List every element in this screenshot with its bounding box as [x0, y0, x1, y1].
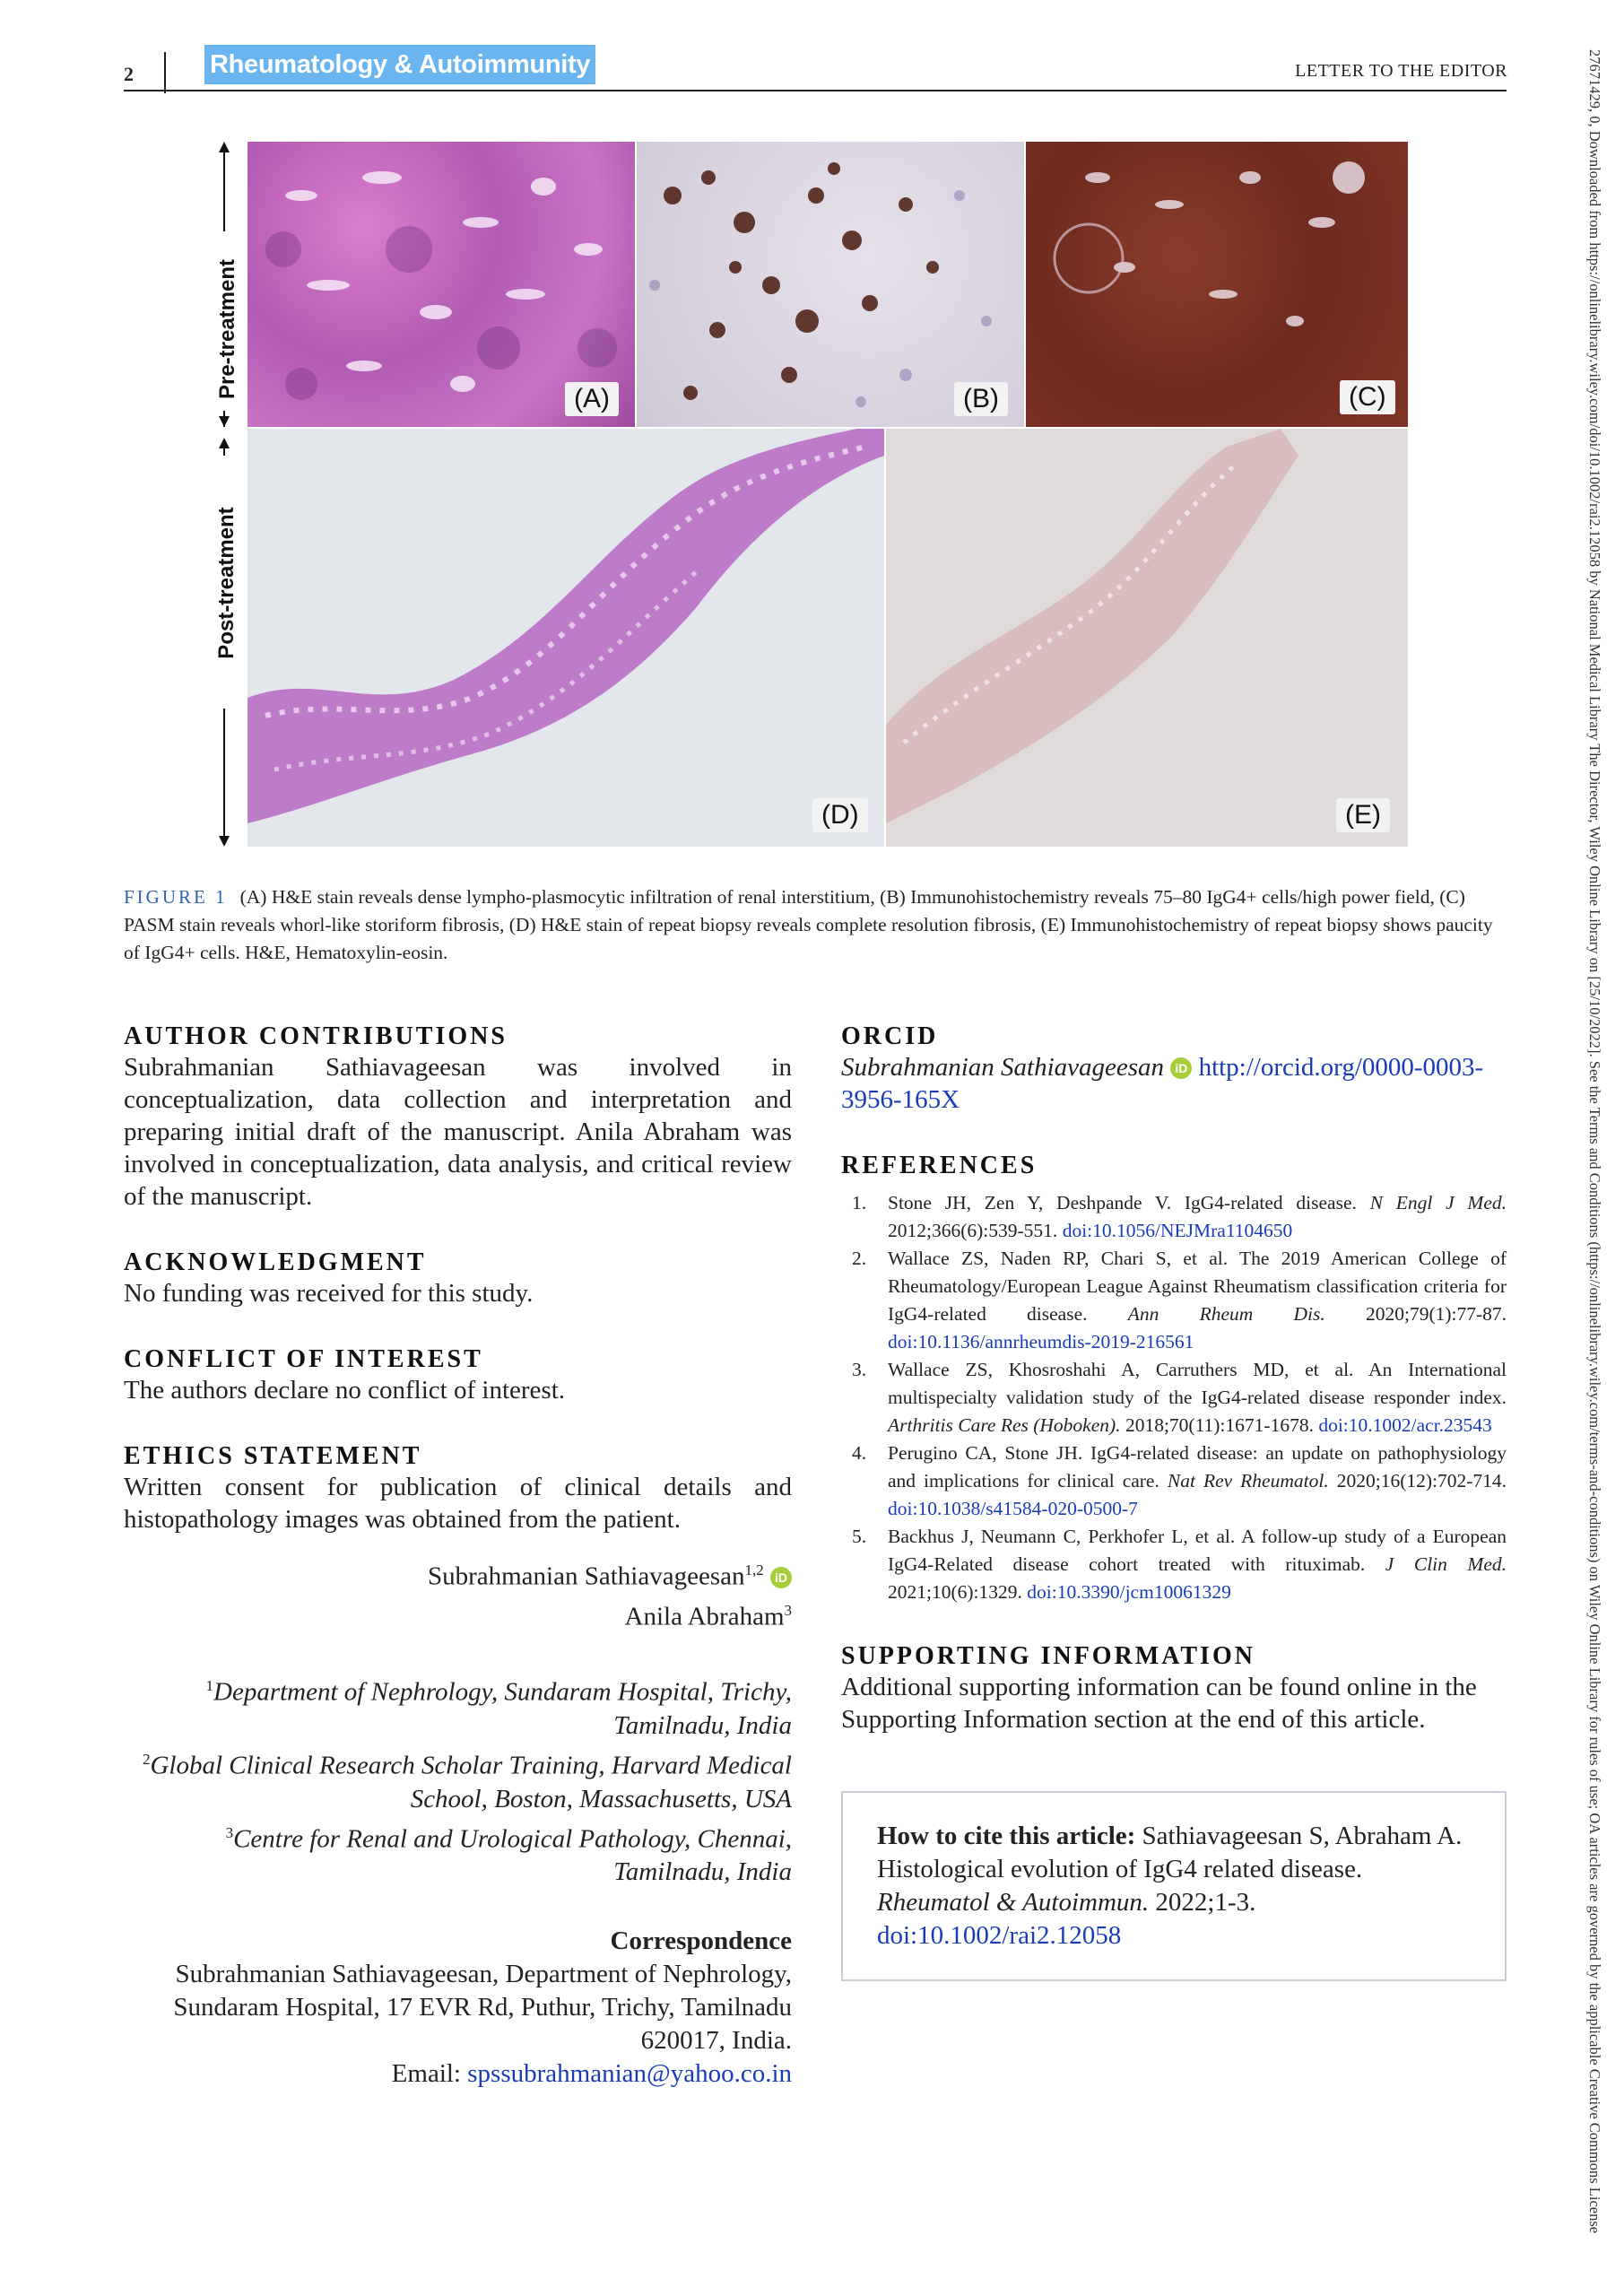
author-1	[124, 1553, 792, 1594]
affil-text: Department of Nephrology, Sundaram Hospital, Trichy, Tamilnadu, India	[213, 1677, 792, 1740]
section-title: SUPPORTING INFORMATION	[841, 1642, 1255, 1670]
affiliation-3	[124, 1816, 792, 1890]
panel-d-image	[248, 429, 884, 847]
ref-num: 4.	[852, 1442, 867, 1464]
conflict-section	[124, 1345, 792, 1406]
affiliation-1	[124, 1669, 792, 1743]
section-title: ETHICS STATEMENT	[124, 1442, 422, 1470]
figure-caption	[124, 883, 1507, 967]
correspondence	[124, 1925, 792, 2091]
affil-sup: 3	[225, 1823, 234, 1841]
post-treatment-label: Post-treatment	[214, 507, 239, 659]
ref-doi-link[interactable]: doi:10.1056/NEJMra1104650	[1062, 1220, 1293, 1241]
ref-text: Backhus J, Neumann C, Perkhofer L, et al. A follow-up study of a European IgG4-Related disease cohort treated with rituximab.	[888, 1526, 1507, 1575]
ref-num: 3.	[852, 1359, 867, 1380]
correspondence-email	[124, 2057, 792, 2091]
section-text: No funding was received for this study.	[124, 1279, 534, 1308]
ref-journal: Ann Rheum Dis.	[1127, 1303, 1325, 1325]
cite-details: 2022;1-3.	[1155, 1888, 1256, 1917]
author-name: Anila Abraham	[624, 1602, 785, 1631]
ref-text: Wallace ZS, Khosroshahi A, Carruthers MD, et al. An International multispecialty validation study of the IgG4-related disease responder index.	[888, 1359, 1507, 1408]
cite-label: How to cite this article:	[877, 1822, 1136, 1850]
affil-sup: 1	[205, 1677, 214, 1695]
supporting-information-section	[841, 1642, 1507, 1735]
section-title: AUTHOR CONTRIBUTIONS	[124, 1022, 508, 1050]
author-contributions-section	[124, 1022, 792, 1213]
section-title: REFERENCES	[841, 1152, 1038, 1179]
references-section	[841, 1152, 1507, 1606]
ref-journal: Arthritis Care Res (Hoboken).	[888, 1414, 1121, 1436]
author-sup: 1,2	[744, 1561, 764, 1578]
figure-tag: FIGURE 1	[124, 886, 228, 908]
ref-doi-link[interactable]: doi:10.1136/annrheumdis-2019-216561	[888, 1331, 1194, 1352]
affil-sup: 2	[142, 1750, 151, 1768]
section-text: Subrahmanian Sathiavageesan was involved in conceptualization, data collection and interpretation and preparing initial draft of the manuscript. Anila Abraham was involved in conceptualization, data analysis, and critical review of the manuscript.	[124, 1053, 792, 1211]
reference-item	[841, 1189, 1507, 1245]
affiliation-2	[124, 1743, 792, 1816]
ref-details: 2020;79(1):77-87.	[1365, 1303, 1507, 1325]
ref-details: 2018;70(11):1671-1678.	[1125, 1414, 1314, 1436]
right-column	[841, 1022, 1507, 1981]
ref-doi-link[interactable]: doi:10.1038/s41584-020-0500-7	[888, 1498, 1138, 1519]
panel-a-label: (A)	[565, 382, 619, 416]
ref-num: 5.	[852, 1526, 867, 1547]
cite-text: Sathiavageesan S, Abraham A. Histological evolution of IgG4 related disease.	[877, 1822, 1463, 1883]
article-type: LETTER TO THE EDITOR	[1295, 61, 1507, 81]
ref-journal: Nat Rev Rheumatol.	[1167, 1470, 1329, 1492]
orcid-link[interactable]: http://orcid.org/0000-0003-3956-165X	[841, 1053, 1484, 1114]
affil-text: Global Clinical Research Scholar Training, Harvard Medical School, Boston, Massachusetts, USA	[150, 1751, 792, 1813]
correspondence-text: Subrahmanian Sathiavageesan, Department of Nephrology, Sundaram Hospital, 17 EVR Rd, Puthur, Trichy, Tamilnadu 620017, India.	[173, 1960, 792, 2056]
ref-journal: N Engl J Med.	[1369, 1192, 1507, 1213]
orcid-name: Subrahmanian Sathiavageesan	[841, 1053, 1165, 1082]
orcid-section	[841, 1022, 1507, 1116]
header-divider	[164, 52, 166, 93]
reference-item	[841, 1439, 1507, 1523]
figure-1	[215, 142, 1408, 847]
section-title: ACKNOWLEDGMENT	[124, 1248, 427, 1276]
affiliations	[124, 1669, 792, 1889]
download-side-note: 27671429, 0, Downloaded from https://onlinelibrary.wiley.com/doi/10.1002/rai2.12058 by National Medical Library The Director, Wiley Online Library on [25/10/2022]. See the Terms and Conditions (https://onlinelibrary.wiley.com/terms-and-conditions) on Wiley Online Library for rules of use; OA articles are governed by the applicable Creative Commons License	[1586, 49, 1603, 2234]
author-sup: 3	[784, 1601, 792, 1619]
cite-journal: Rheumatol & Autoimmun.	[877, 1888, 1150, 1917]
panel-e-label: (E)	[1336, 798, 1390, 832]
how-to-cite-box	[841, 1791, 1507, 1981]
acknowledgment-section	[124, 1248, 792, 1309]
author-2	[124, 1594, 792, 1634]
panel-c-label: (C)	[1340, 380, 1395, 414]
ref-doi-link[interactable]: doi:10.1002/acr.23543	[1318, 1414, 1492, 1436]
ref-details: 2021;10(6):1329.	[888, 1581, 1022, 1603]
ref-doi-link[interactable]: doi:10.3390/jcm10061329	[1027, 1581, 1231, 1603]
affil-text: Centre for Renal and Urological Pathology, Chennai, Tamilnadu, India	[233, 1824, 792, 1887]
panel-a-image	[248, 142, 635, 427]
ref-text: Perugino CA, Stone JH. IgG4-related disease: an update on pathophysiology and implications for clinical care.	[888, 1442, 1507, 1492]
ref-details: 2012;366(6):539-551.	[888, 1220, 1058, 1241]
panel-b-image	[637, 142, 1024, 427]
section-text: Additional supporting information can be found online in the Supporting Information section at the end of this article.	[841, 1673, 1477, 1734]
orcid-icon[interactable]: iD	[1170, 1057, 1192, 1079]
author-name: Subrahmanian Sathiavageesan	[427, 1561, 745, 1591]
section-title: CONFLICT OF INTEREST	[124, 1345, 483, 1373]
correspondence-title: Correspondence	[610, 1926, 792, 1956]
reference-item	[841, 1245, 1507, 1356]
section-title: ORCID	[841, 1022, 939, 1050]
author-list	[124, 1553, 792, 1633]
journal-name[interactable]: Rheumatology & Autoimmunity	[204, 45, 595, 84]
pre-treatment-label: Pre-treatment	[215, 258, 239, 400]
panel-e-image	[886, 429, 1408, 847]
page-number: 2	[124, 63, 134, 85]
panel-c-image	[1026, 142, 1408, 427]
ethics-section	[124, 1442, 792, 1535]
reference-item	[841, 1356, 1507, 1439]
reference-item	[841, 1523, 1507, 1606]
panel-b-label: (B)	[954, 382, 1008, 416]
reference-list	[841, 1189, 1507, 1606]
panel-d-label: (D)	[812, 798, 868, 832]
section-text: Written consent for publication of clinical details and histopathology images was obtained from the patient.	[124, 1473, 792, 1534]
caption-text: (A) H&E stain reveals dense lympho-plasmocytic infiltration of renal interstitium, (B) Immunohistochemistry reveals 75–80 IgG4+ cells/high power field, (C) PASM stain reveals whorl-like storiform fibrosis, (D) H&E stain of repeat biopsy reveals complete resolution fibrosis, (E) Immunohistochemistry of repeat biopsy shows paucity of IgG4+ cells. H&E, Hematoxylin-eosin.	[124, 886, 1493, 963]
ref-journal: J Clin Med.	[1385, 1553, 1507, 1575]
ref-num: 1.	[852, 1192, 867, 1213]
orcid-icon[interactable]: iD	[770, 1567, 792, 1588]
email-link[interactable]: spssubrahmanian@yahoo.co.in	[467, 2059, 792, 2089]
left-column	[124, 1022, 792, 2091]
ref-num: 2.	[852, 1248, 867, 1269]
side-arrows	[206, 142, 242, 847]
header-rule	[124, 90, 1507, 91]
orcid-line	[841, 1051, 1507, 1116]
email-label: Email:	[391, 2059, 461, 2089]
ref-details: 2020;16(12):702-714.	[1336, 1470, 1507, 1492]
ref-text: Stone JH, Zen Y, Deshpande V. IgG4-related disease.	[888, 1192, 1357, 1213]
ref-text: Wallace ZS, Naden RP, Chari S, et al. The 2019 American College of Rheumatology/European League Against Rheumatism classification criteria for IgG4-related disease.	[888, 1248, 1507, 1325]
cite-doi-link[interactable]: doi:10.1002/rai2.12058	[877, 1921, 1122, 1950]
section-text: The authors declare no conflict of interest.	[124, 1376, 565, 1405]
